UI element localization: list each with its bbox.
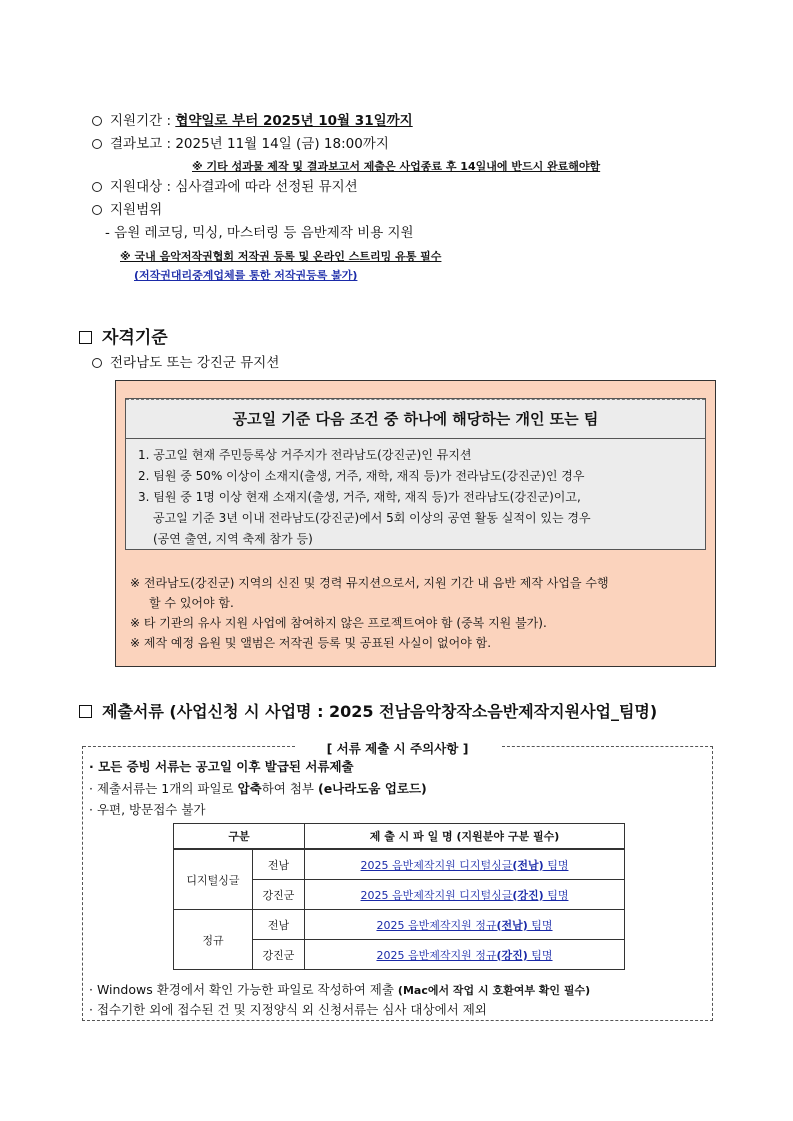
submission-heading: 제출서류 (사업신청 시 사업명 : 2025 전남음악창작소음반제작지원사업_팀명) bbox=[79, 699, 657, 722]
eligibility-conditions-box bbox=[125, 398, 706, 550]
table-filename: 2025 음반제작지원 정규(전남) 팀명 bbox=[305, 910, 625, 940]
table-header-filename: 제 출 시 파 일 명 (지원분야 구분 필수) bbox=[305, 824, 625, 850]
circle-bullet-icon bbox=[92, 139, 102, 149]
table-group-digital: 디지털싱글 bbox=[174, 849, 253, 910]
table-header-category: 구분 bbox=[174, 824, 305, 850]
eligibility-heading: 자격기준 bbox=[79, 323, 168, 348]
table-region: 전남 bbox=[253, 910, 305, 940]
submission-box-title: [ 서류 제출 시 주의사항 ] bbox=[83, 738, 712, 757]
square-bullet-icon bbox=[79, 705, 92, 718]
eligibility-box-title: 공고일 기준 다음 조건 중 하나에 해당하는 개인 또는 팀 bbox=[126, 399, 705, 439]
eligibility-subitem: 전라남도 또는 강진군 뮤지션 bbox=[92, 354, 279, 372]
submission-line-4: · Windows 환경에서 확인 가능한 파일로 작성하여 제출 (Mac에서 작업 시 호환여부 확인 필수) bbox=[89, 982, 591, 997]
support-scope: 지원범위 bbox=[92, 201, 162, 219]
eligibility-note-1: ※ 전라남도(강진군) 지역의 신진 및 경력 뮤지션으로서, 지원 기간 내 음반 제작 사업을 수행 bbox=[130, 576, 609, 590]
circle-bullet-icon bbox=[92, 358, 102, 368]
support-period: 지원기간 : 협약일로 부터 2025년 10월 31일까지 bbox=[92, 112, 413, 130]
table-filename: 2025 음반제작지원 디지털싱글(전남) 팀명 bbox=[305, 849, 625, 880]
support-scope-item: - 음원 레코딩, 믹싱, 마스터링 등 음반제작 비용 지원 bbox=[105, 225, 414, 241]
support-report-value: 2025년 11월 14일 (금) 18:00까지 bbox=[175, 136, 389, 152]
submission-notice-box bbox=[82, 741, 713, 1021]
circle-bullet-icon bbox=[92, 182, 102, 192]
submission-line-2: · 제출서류는 1개의 파일로 압축하여 첨부 (e나라도움 업로드) bbox=[89, 781, 427, 796]
support-scope-note2: (저작권대리중계업체를 통한 저작권등록 불가) bbox=[134, 269, 358, 282]
table-region: 강진군 bbox=[253, 940, 305, 970]
eligibility-notes bbox=[130, 573, 710, 653]
support-scope-note1: ※ 국내 음악저작권협회 저작권 등록 및 온라인 스트리밍 유통 필수 bbox=[120, 250, 442, 263]
eligibility-note-1-cont: 할 수 있어야 함. bbox=[149, 596, 234, 610]
condition-1: 1. 공고일 현재 주민등록상 거주지가 전라남도(강진군)인 뮤지션 bbox=[138, 448, 472, 462]
condition-2: 2. 팀원 중 50% 이상이 소재지(출생, 거주, 재학, 재직 등)가 전라남도(강진군)인 경우 bbox=[138, 469, 585, 483]
table-row bbox=[174, 849, 625, 880]
submission-line-1: · 모든 증빙 서류는 공고일 이후 발급된 서류제출 bbox=[89, 759, 354, 774]
table-region: 전남 bbox=[253, 849, 305, 880]
eligibility-conditions bbox=[126, 439, 705, 550]
circle-bullet-icon bbox=[92, 116, 102, 126]
table-filename: 2025 음반제작지원 디지털싱글(강진) 팀명 bbox=[305, 880, 625, 910]
support-report: 결과보고 : 2025년 11월 14일 (금) 18:00까지 bbox=[92, 135, 389, 153]
condition-3-cont2: (공연 출연, 지역 축제 참가 등) bbox=[153, 532, 313, 546]
table-row bbox=[174, 910, 625, 940]
submission-line-5: · 접수기한 외에 접수된 건 및 지정양식 외 신청서류는 심사 대상에서 제외 bbox=[89, 1002, 487, 1017]
filename-table bbox=[173, 823, 625, 970]
support-target: 지원대상 : 심사결과에 따라 선정된 뮤지션 bbox=[92, 178, 358, 196]
support-target-value: 심사결과에 따라 선정된 뮤지션 bbox=[175, 179, 358, 195]
square-bullet-icon bbox=[79, 331, 92, 344]
table-region: 강진군 bbox=[253, 880, 305, 910]
circle-bullet-icon bbox=[92, 205, 102, 215]
submission-line-3: · 우편, 방문접수 불가 bbox=[89, 802, 206, 817]
table-group-regular: 정규 bbox=[174, 910, 253, 970]
eligibility-note-3: ※ 제작 예정 음원 및 앨범은 저작권 등록 및 공표된 사실이 없어야 함. bbox=[130, 636, 492, 650]
table-filename: 2025 음반제작지원 정규(강진) 팀명 bbox=[305, 940, 625, 970]
support-period-value: 협약일로 부터 2025년 10월 31일까지 bbox=[175, 113, 413, 129]
condition-3: 3. 팀원 중 1명 이상 현재 소재지(출생, 거주, 재학, 재직 등)가 전라남도(강진군)이고, bbox=[138, 490, 581, 504]
eligibility-box bbox=[115, 380, 716, 667]
eligibility-note-2: ※ 타 기관의 유사 지원 사업에 참여하지 않은 프로젝트여야 함 (중복 지원 불가). bbox=[130, 616, 547, 630]
support-report-note: ※ 기타 성과물 제작 및 결과보고서 제출은 사업종료 후 14일내에 반드시 완료해야함 bbox=[192, 160, 601, 173]
condition-3-cont: 공고일 기준 3년 이내 전라남도(강진군)에서 5회 이상의 공연 활동 실적이 있는 경우 bbox=[153, 511, 591, 525]
